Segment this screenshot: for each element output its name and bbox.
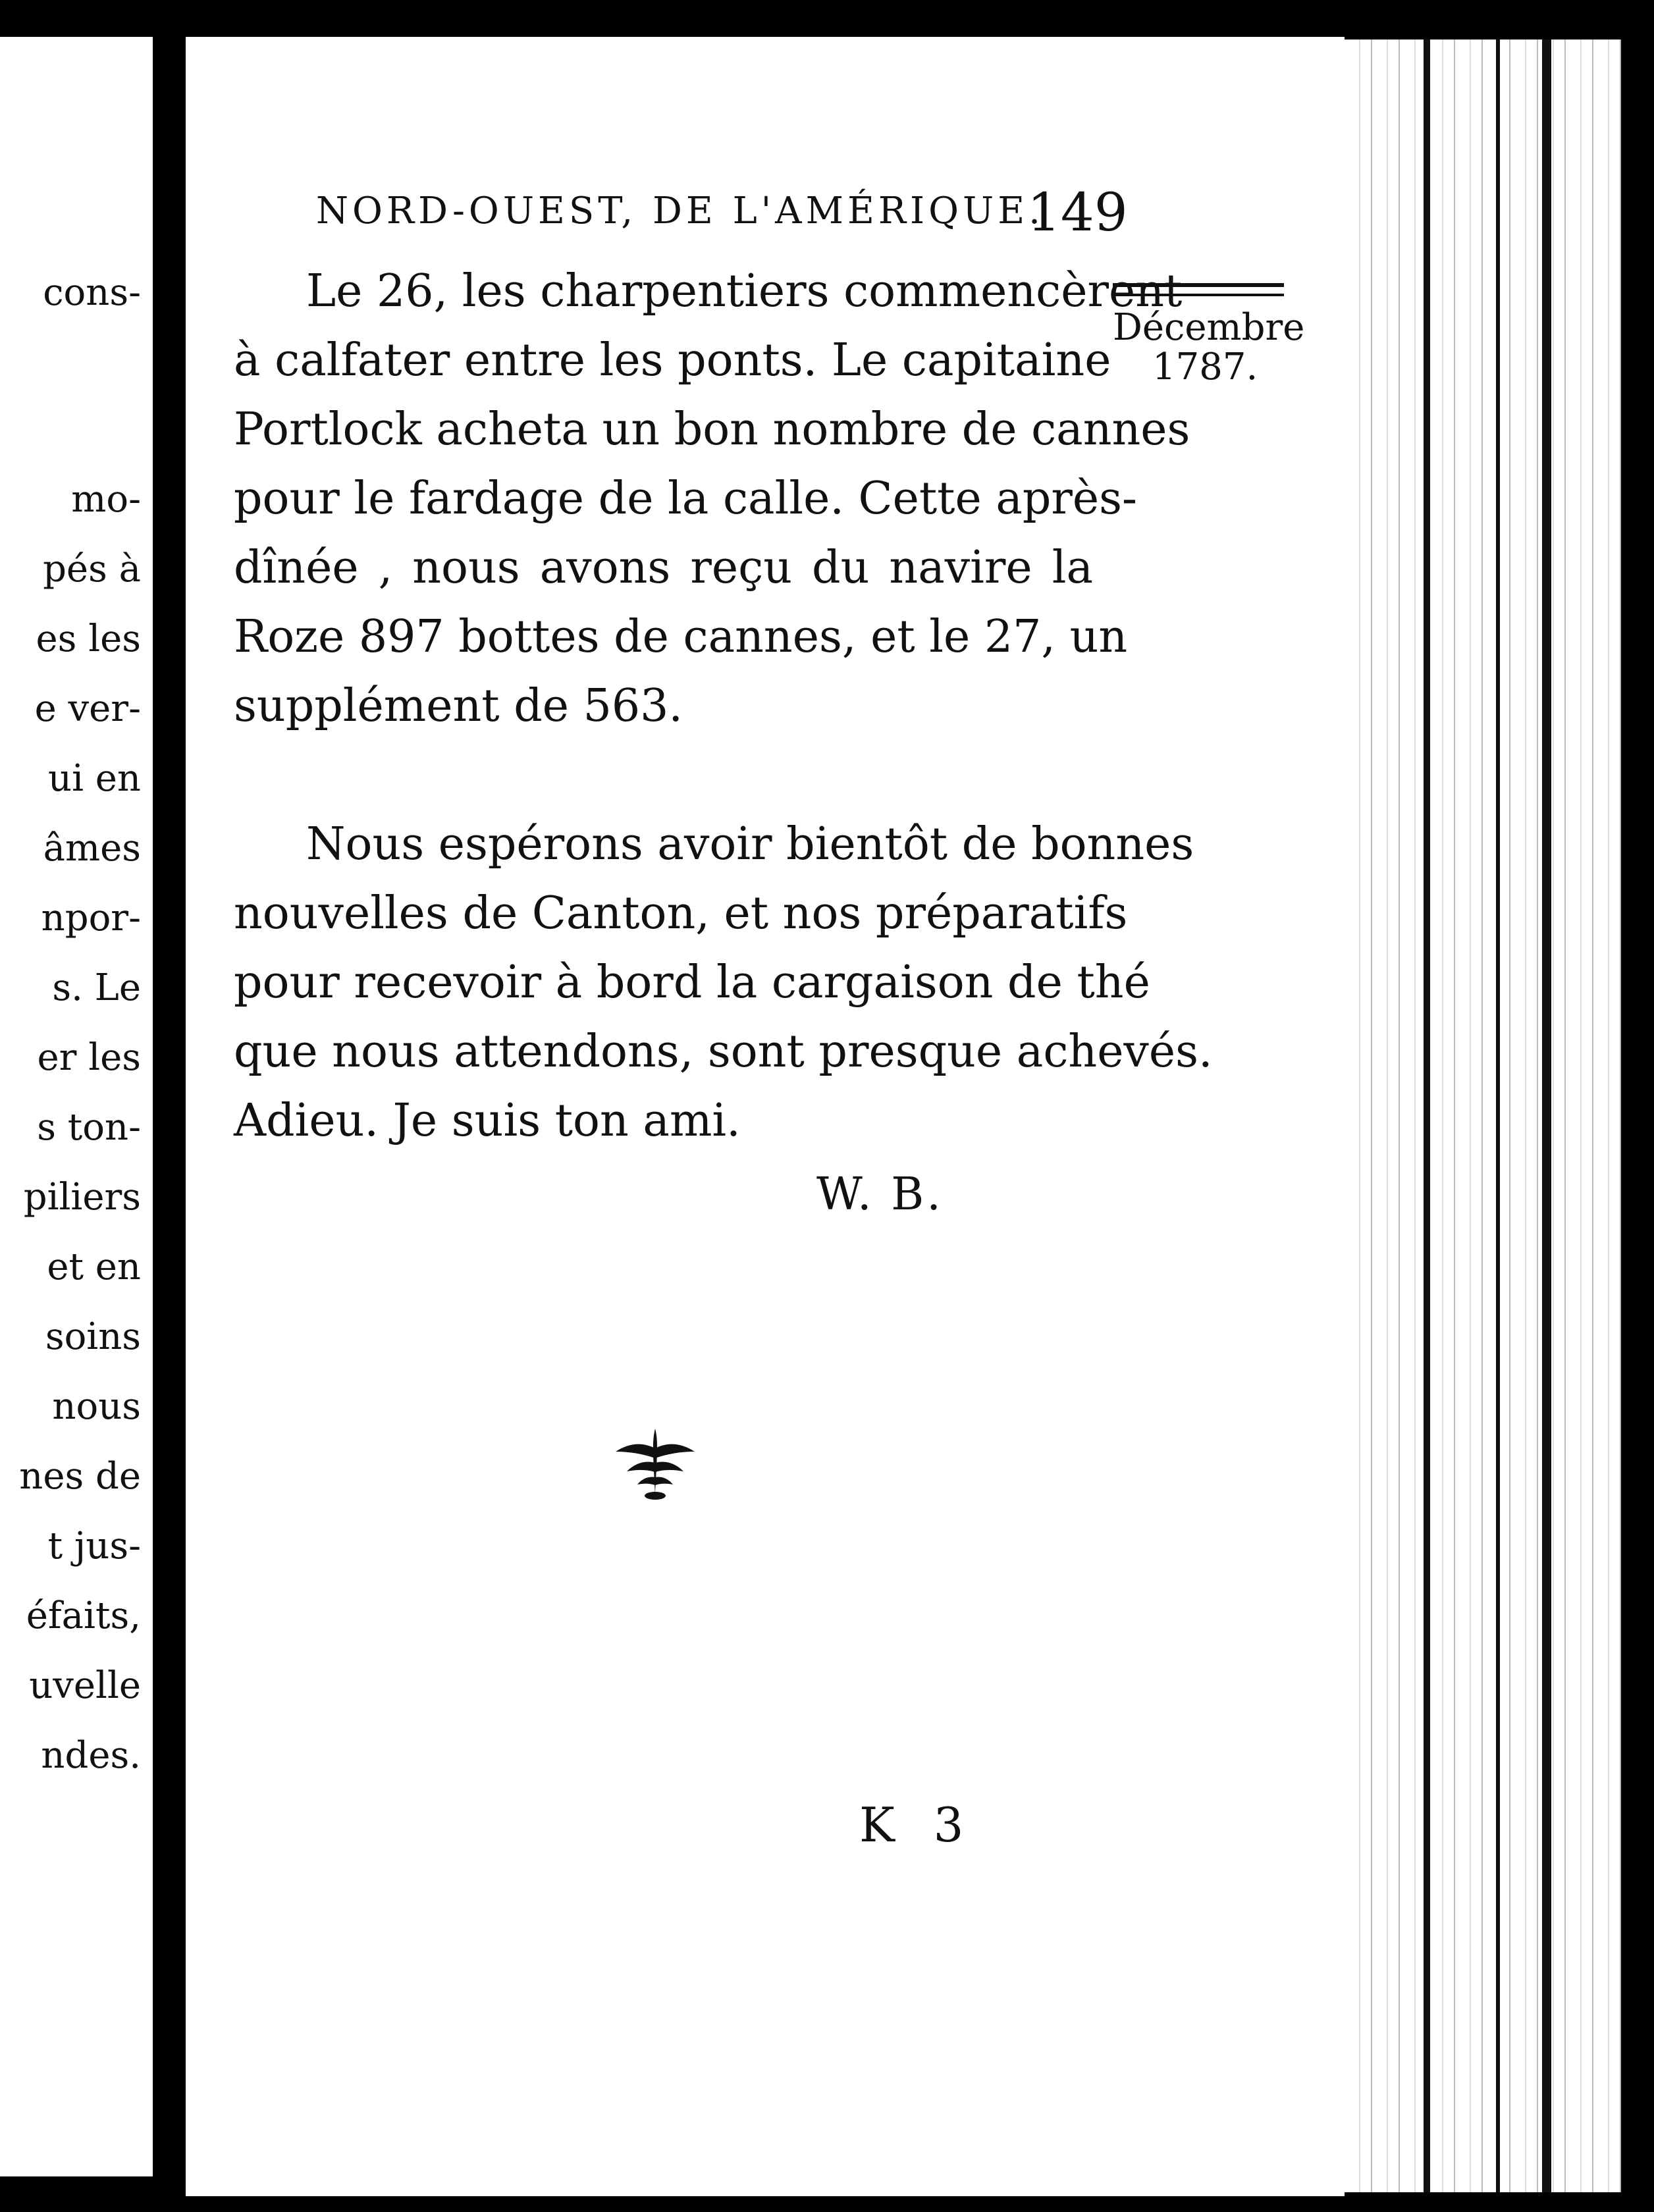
left-line: mo- (71, 478, 141, 521)
left-line: piliers (23, 1176, 141, 1219)
running-head: NORD-OUEST, DE L'AMÉRIQUE. (316, 190, 1044, 232)
text-line: Adieu. Je suis ton ami. (234, 1095, 741, 1147)
left-line: npor- (41, 897, 141, 939)
left-line: soins (45, 1315, 141, 1358)
text-line: nouvelles de Canton, et nos préparatifs (234, 887, 1128, 939)
margin-note-year: 1787. (1152, 346, 1258, 388)
text-line: Roze 897 bottes de cannes, et le 27, un (234, 611, 1128, 663)
signature-mark: K 3 (859, 1797, 976, 1853)
left-line: e ver- (34, 687, 141, 730)
text-line: Le 26, les charpentiers commencèrent (306, 265, 1183, 317)
left-line: nous (52, 1385, 141, 1428)
page-edges (1345, 40, 1621, 2192)
left-line: s. Le (52, 966, 141, 1009)
page-number: 149 (1027, 182, 1128, 243)
text-line: à calfater entre les ponts. Le capitaine (234, 334, 1111, 386)
left-line: ui en (48, 757, 141, 800)
text-line: que nous attendons, sont presque achevés. (234, 1026, 1213, 1078)
margin-note-month: Décembre (1113, 306, 1305, 349)
left-line: pés à (43, 548, 141, 591)
fleuron-ornament-icon (612, 1422, 698, 1501)
left-line: s ton- (37, 1106, 141, 1149)
left-line: uvelle (29, 1664, 141, 1707)
text-line: Nous espérons avoir bientôt de bonnes (306, 818, 1194, 870)
text-line: dînée , nous avons reçu du navire la (234, 542, 1093, 594)
left-line: es les (36, 618, 141, 660)
text-line: supplément de 563. (234, 680, 683, 732)
signature: W. B. (816, 1169, 944, 1221)
text-line: Portlock acheta un bon nombre de cannes (234, 404, 1190, 456)
left-line: éfaits, (26, 1594, 141, 1637)
left-line: t jus- (47, 1525, 141, 1567)
left-line: nes de (19, 1455, 141, 1498)
left-page-fragment (0, 37, 153, 2176)
text-line: pour le fardage de la calle. Cette après- (234, 473, 1138, 525)
left-line: cons- (43, 271, 141, 314)
left-line: âmes (43, 827, 141, 870)
left-line: et en (47, 1246, 141, 1288)
left-line: ndes. (41, 1734, 141, 1777)
left-line: er les (37, 1036, 141, 1079)
text-line: pour recevoir à bord la cargaison de thé (234, 957, 1150, 1009)
